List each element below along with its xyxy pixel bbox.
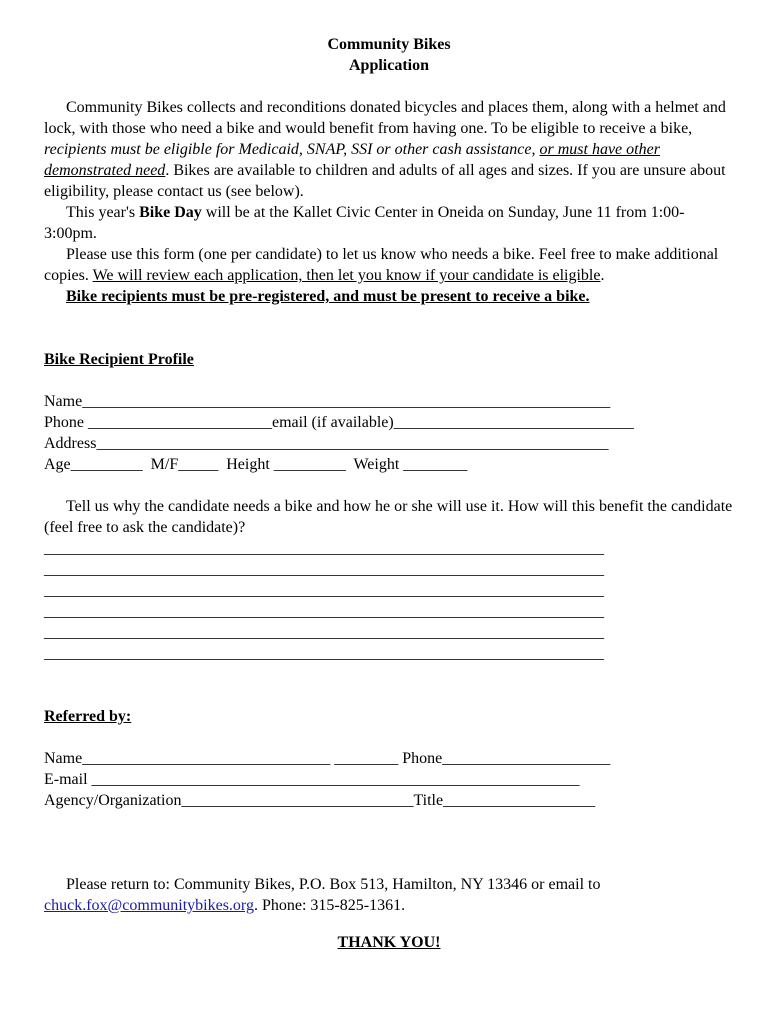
thank-you-text: THANK YOU! [337,934,441,951]
intro-paragraph-1: Community Bikes collects and reconditions donated bicycles and places them, along with a helmet and lock, with those who need a bike and would benefit from having one. To be eligible to receive a bike, recipients must be eligible for Medicaid, SNAP, SSI or other cash assistance, or must have other demonstrated need. Bikes are available to children and adults of all ages and sizes. If you are unsure about eligibility, please contact us (see below). [44,99,726,200]
intro-paragraph-2: This year's Bike Day will be at the Kallet Civic Center in Oneida on Sunday, June 11 from 1:00-3:00pm. [44,204,685,242]
answer-line[interactable]: ______________________________________________________________________ [44,540,604,557]
referrer-name-phone-field[interactable]: Name_______________________________ ________ Phone_____________________ [44,750,611,767]
recipient-profile-heading: Bike Recipient Profile [44,351,194,368]
return-instructions: Please return to: Community Bikes, P.O. Box 513, Hamilton, NY 13346 or email to chuck.fox@communitybikes.org. Phone: 315-825-1361. [44,876,601,914]
document-subtitle: Application [348,57,429,74]
answer-line[interactable]: ______________________________________________________________________ [44,645,604,662]
intro-paragraph-3: Please use this form (one per candidate) to let us know who needs a bike. Feel free to make additional copies. We will review each application, then let you know if your candidate is eligible. [44,246,719,284]
recipient-age-sex-height-weight-field[interactable]: Age_________ M/F_____ Height _________ Weight ________ [44,456,468,473]
answer-line[interactable]: ______________________________________________________________________ [44,561,604,578]
document-title: Community Bikes [327,36,451,53]
recipient-name-field[interactable]: Name__________________________________________________________________ [44,393,611,410]
recipient-address-field[interactable]: Address________________________________________________________________ [44,435,609,452]
benefit-question: Tell us why the candidate needs a bike and how he or she will use it. How will this benefit the candidate (feel free to ask the candidate)? [44,498,733,536]
benefit-answer-lines[interactable] [44,538,734,664]
answer-line[interactable]: ______________________________________________________________________ [44,624,604,641]
referred-by-heading: Referred by: [44,708,132,725]
answer-line[interactable]: ______________________________________________________________________ [44,582,604,599]
contact-email-link[interactable]: chuck.fox@communitybikes.org [44,897,254,914]
recipient-phone-email-field[interactable]: Phone _______________________email (if available)______________________________ [44,414,634,431]
application-page [44,34,734,953]
intro-paragraph-4: Bike recipients must be pre-registered, and must be present to receive a bike. [66,288,590,305]
answer-line[interactable]: ______________________________________________________________________ [44,603,604,620]
referrer-agency-title-field[interactable]: Agency/Organization_____________________________Title___________________ [44,792,596,809]
referrer-email-field[interactable]: E-mail _____________________________________________________________ [44,771,580,788]
